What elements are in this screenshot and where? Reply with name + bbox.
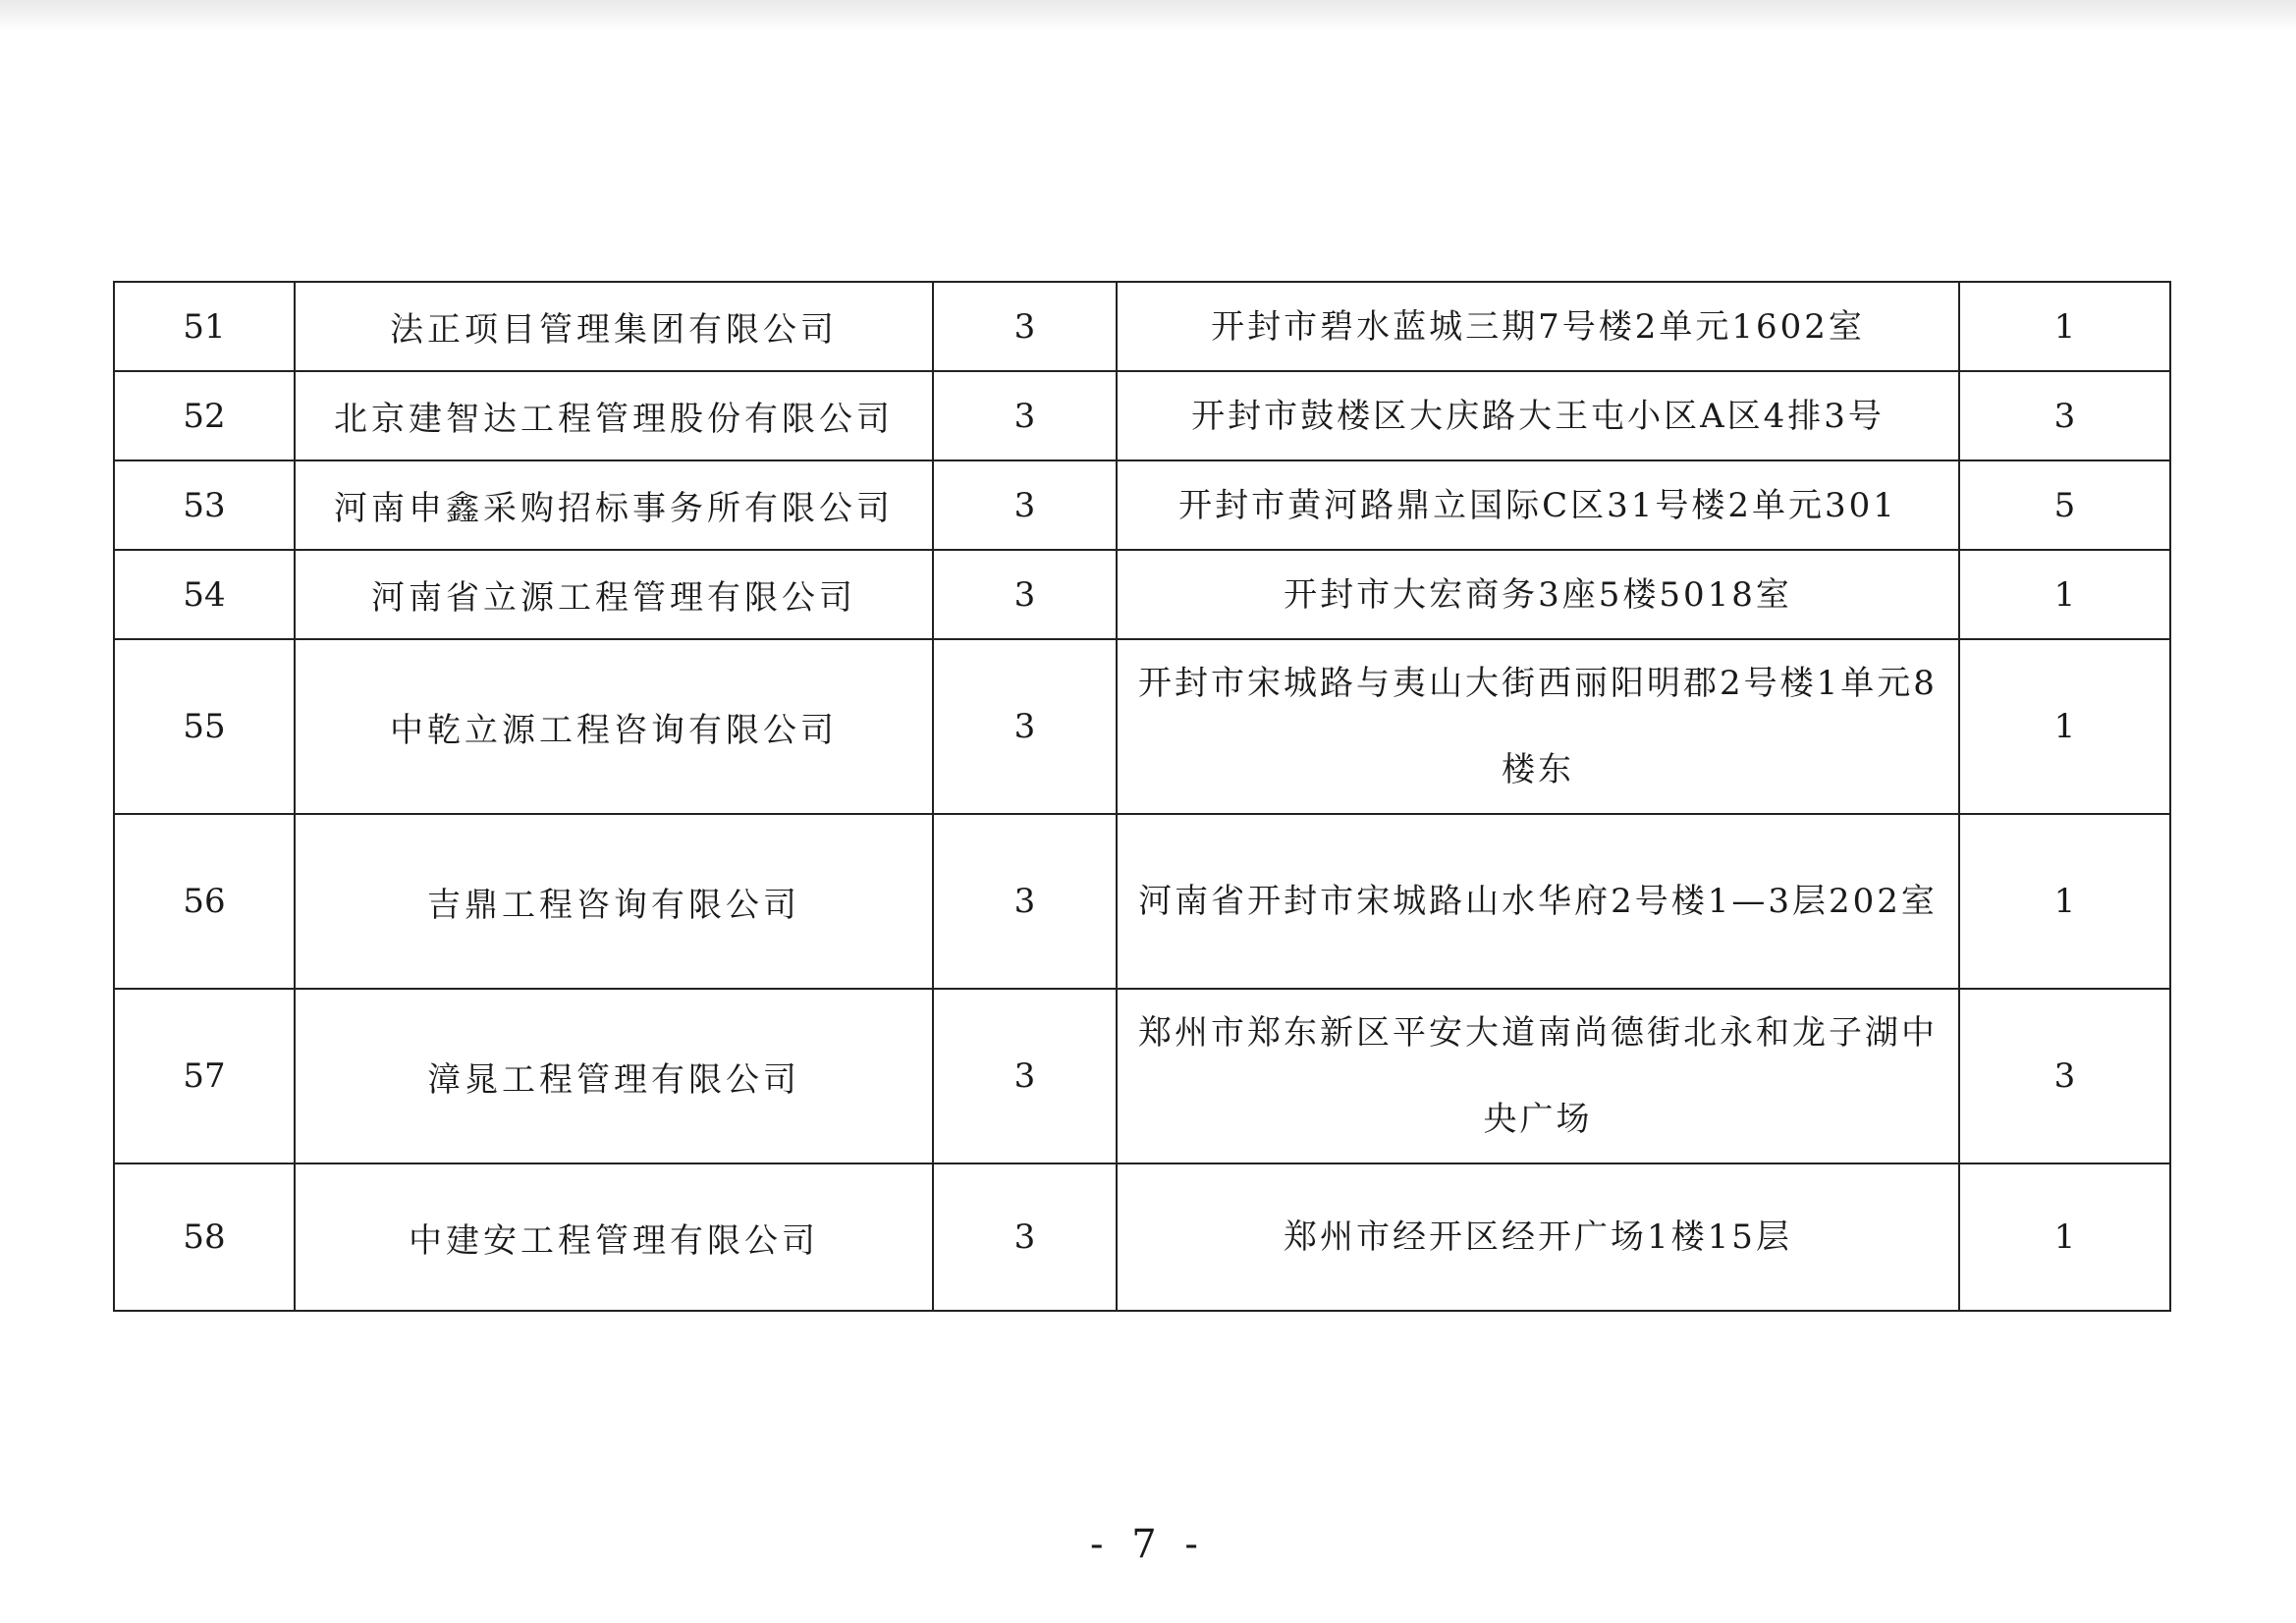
count-cell: 3: [933, 989, 1117, 1163]
quantity-cell: 1: [1959, 814, 2170, 989]
table-row: [114, 989, 2170, 1163]
seq-cell: 54: [114, 550, 295, 639]
page-number: - 7 -: [1090, 1522, 1206, 1567]
address-cell: 开封市宋城路与夷山大街西丽阳明郡2号楼1单元8楼东: [1117, 639, 1959, 814]
company-name-cell: 法正项目管理集团有限公司: [295, 282, 933, 371]
seq-cell: 58: [114, 1163, 295, 1311]
quantity-cell: 1: [1959, 550, 2170, 639]
seq-cell: 53: [114, 460, 295, 550]
company-name-cell: 漳晁工程管理有限公司: [295, 989, 933, 1163]
table-row: [114, 371, 2170, 460]
seq-cell: 51: [114, 282, 295, 371]
company-name-cell: 北京建智达工程管理股份有限公司: [295, 371, 933, 460]
address-cell: 开封市黄河路鼎立国际C区31号楼2单元301: [1117, 460, 1959, 550]
seq-cell: 52: [114, 371, 295, 460]
company-name-cell: 河南省立源工程管理有限公司: [295, 550, 933, 639]
seq-cell: 56: [114, 814, 295, 989]
count-cell: 3: [933, 814, 1117, 989]
table-row: [114, 639, 2170, 814]
seq-cell: 57: [114, 989, 295, 1163]
quantity-cell: 3: [1959, 371, 2170, 460]
table-row: [114, 460, 2170, 550]
table-row: [114, 282, 2170, 371]
quantity-cell: 5: [1959, 460, 2170, 550]
count-cell: 3: [933, 550, 1117, 639]
seq-cell: 55: [114, 639, 295, 814]
count-cell: 3: [933, 1163, 1117, 1311]
table-row: [114, 550, 2170, 639]
address-cell: 郑州市郑东新区平安大道南尚德街北永和龙子湖中央广场: [1117, 989, 1959, 1163]
quantity-cell: 1: [1959, 639, 2170, 814]
quantity-cell: 1: [1959, 1163, 2170, 1311]
company-name-cell: 吉鼎工程咨询有限公司: [295, 814, 933, 989]
count-cell: 3: [933, 460, 1117, 550]
count-cell: 3: [933, 282, 1117, 371]
address-cell: 河南省开封市宋城路山水华府2号楼1—3层202室: [1117, 814, 1959, 989]
address-cell: 开封市大宏商务3座5楼5018室: [1117, 550, 1959, 639]
address-cell: 开封市鼓楼区大庆路大王屯小区A区4排3号: [1117, 371, 1959, 460]
count-cell: 3: [933, 639, 1117, 814]
table-row: [114, 1163, 2170, 1311]
table-row: [114, 814, 2170, 989]
quantity-cell: 3: [1959, 989, 2170, 1163]
company-name-cell: 河南申鑫采购招标事务所有限公司: [295, 460, 933, 550]
scan-top-edge: [0, 0, 2296, 31]
address-cell: 开封市碧水蓝城三期7号楼2单元1602室: [1117, 282, 1959, 371]
address-cell: 郑州市经开区经开广场1楼15层: [1117, 1163, 1959, 1311]
count-cell: 3: [933, 371, 1117, 460]
company-name-cell: 中乾立源工程咨询有限公司: [295, 639, 933, 814]
quantity-cell: 1: [1959, 282, 2170, 371]
company-list-table: [113, 281, 2171, 1312]
company-name-cell: 中建安工程管理有限公司: [295, 1163, 933, 1311]
